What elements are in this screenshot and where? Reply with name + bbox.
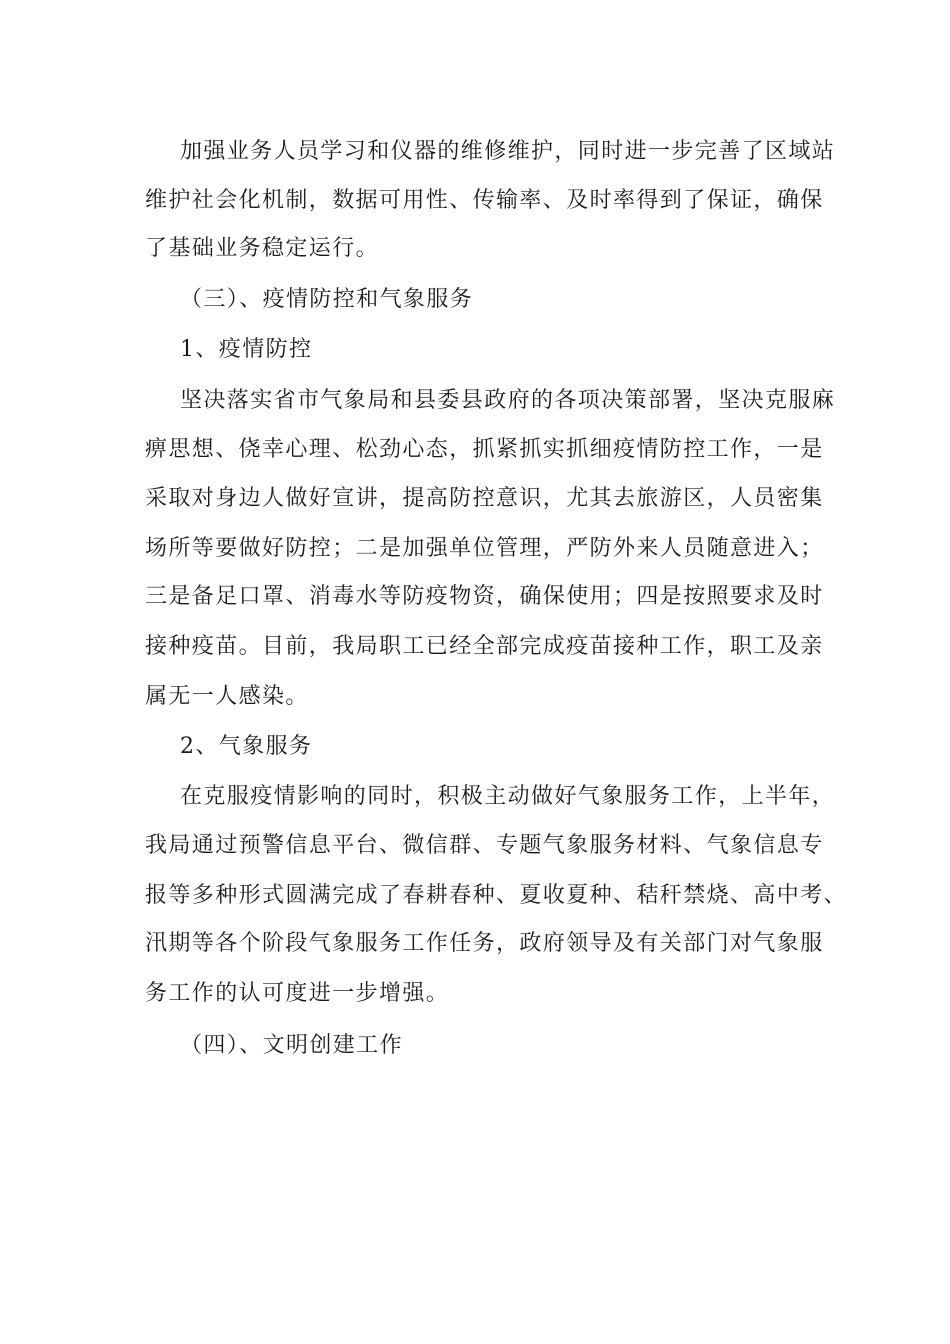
paragraph-line: 坚决落实省市气象局和县委县政府的各项决策部署，坚决克服麻 — [180, 388, 836, 413]
paragraph-line: 我局通过预警信息平台、微信群、专题气象服务材料、气象信息专 — [145, 833, 824, 858]
section-heading: 2、气象服务 — [180, 734, 313, 759]
paragraph-line: 报等多种形式圆满完成了春耕春种、夏收夏种、秸秆禁烧、高中考、 — [145, 883, 848, 908]
section-heading: 1、疫情防控 — [180, 337, 313, 362]
paragraph-line: 痹思想、侥幸心理、松劲心态，抓紧抓实抓细疫情防控工作，一是 — [145, 437, 824, 462]
section-heading: （三）、疫情防控和气象服务 — [180, 287, 474, 312]
paragraph-line: 务工作的认可度进一步增强。 — [145, 981, 450, 1006]
paragraph-line: 了基础业务稳定运行。 — [145, 236, 380, 261]
paragraph-line: 加强业务人员学习和仪器的维修维护，同时进一步完善了区域站 — [180, 139, 836, 164]
paragraph-line: 场所等要做好防控；二是加强单位管理，严防外来人员随意进入； — [145, 536, 824, 561]
paragraph-line: 汛期等各个阶段气象服务工作任务，政府领导及有关部门对气象服 — [145, 931, 824, 956]
paragraph-line: 维护社会化机制，数据可用性、传输率、及时率得到了保证，确保 — [145, 188, 824, 213]
paragraph-line: 属无一人感染。 — [145, 684, 309, 709]
paragraph-line: 接种疫苗。目前，我局职工已经全部完成疫苗接种工作，职工及亲 — [145, 634, 824, 659]
paragraph-line: 采取对身边人做好宣讲，提高防控意识，尤其去旅游区，人员密集 — [145, 486, 824, 511]
paragraph-line: 三是备足口罩、消毒水等防疫物资，确保使用；四是按照要求及时 — [145, 584, 824, 609]
paragraph-line: 在克服疫情影响的同时，积极主动做好气象服务工作，上半年， — [180, 784, 836, 809]
section-heading: （四）、文明创建工作 — [180, 1033, 404, 1058]
